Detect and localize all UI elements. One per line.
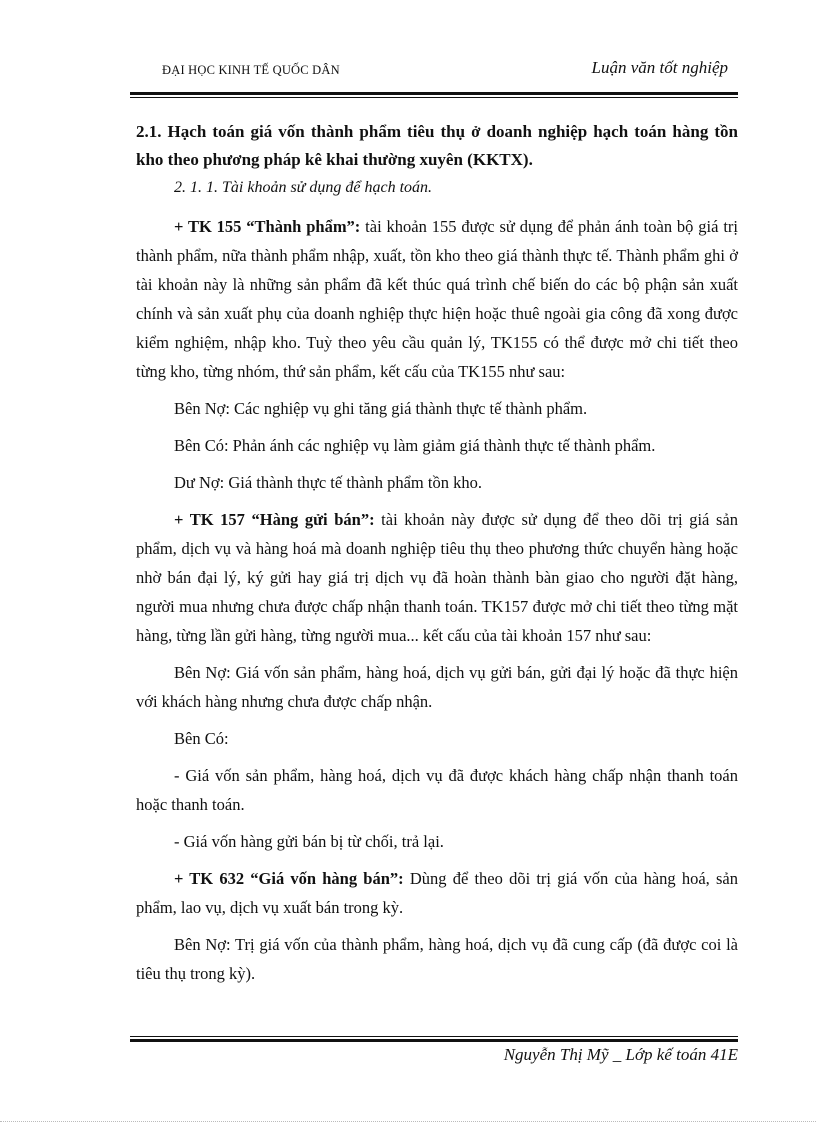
footer-rule-thin	[130, 1036, 738, 1037]
tk157-text: tài khoản này được sử dụng để theo dõi trị giá sản phẩm, dịch vụ và hàng hoá mà doanh nghiệp tiêu thụ theo phương thức chuyển hàng hoặc nhờ bán đại lý, ký gửi hay giá trị dịch vụ đã hoàn thành bàn giao cho người đặt hàng, người mua nhưng chưa được chấp nhận thanh toán. TK157 được mở chi tiết theo từng mặt hàng, từng lần gửi hàng, từng người mua... kết cấu của tài khoản 157 như sau:	[136, 510, 738, 645]
university-name: ĐẠI HỌC KINH TẾ QUỐC DÂN	[162, 63, 340, 77]
tk632-text: Dùng để theo dõi trị giá vốn của hàng hoá, sản phẩm, lao vụ, dịch vụ xuất bán trong kỳ.	[136, 869, 738, 917]
tk157-credit-item-1: - Giá vốn sản phẩm, hàng hoá, dịch vụ đã được khách hàng chấp nhận thanh toán hoặc thanh toán.	[136, 766, 738, 814]
tk157-credit-item-2: - Giá vốn hàng gửi bán bị từ chối, trả lại.	[174, 832, 444, 851]
tk157-debit: Bên Nợ: Giá vốn sản phẩm, hàng hoá, dịch vụ gửi bán, gửi đại lý hoặc đã thực hiện với khách hàng nhưng chưa được chấp nhận.	[136, 663, 738, 711]
document-type: Luận văn tốt nghiệp	[591, 58, 728, 77]
tk155-balance: Dư Nợ: Giá thành thực tế thành phẩm tồn kho.	[174, 473, 482, 492]
page-edge	[0, 1121, 816, 1122]
tk632-paragraph	[136, 864, 738, 922]
author-footer: Nguyễn Thị Mỹ _ Lớp kế toán 41E	[503, 1045, 738, 1064]
subsection-heading: 2. 1. 1. Tài khoản sử dụng để hạch toán.	[174, 179, 433, 196]
tk632-label: + TK 632 “Giá vốn hàng bán”:	[174, 869, 404, 888]
header-rule-thin	[130, 97, 738, 98]
header-rule-thick	[130, 92, 738, 95]
tk155-paragraph	[136, 212, 738, 386]
tk632-debit: Bên Nợ: Trị giá vốn của thành phẩm, hàng hoá, dịch vụ đã cung cấp (đã được coi là tiêu thụ trong kỳ).	[136, 935, 738, 983]
tk157-credit: Bên Có:	[174, 729, 229, 748]
page-header	[130, 58, 738, 86]
tk155-label: + TK 155 “Thành phẩm”:	[174, 217, 361, 236]
section-heading: 2.1. Hạch toán giá vốn thành phẩm tiêu thụ ở doanh nghiệp hạch toán hàng tồn kho theo phương pháp kê khai thường xuyên (KKTX).	[136, 122, 738, 169]
tk155-credit: Bên Có: Phản ánh các nghiệp vụ làm giảm giá thành thực tế thành phẩm.	[174, 436, 656, 455]
footer-rule-thick	[130, 1039, 738, 1042]
tk157-label: + TK 157 “Hàng gửi bán”:	[174, 510, 375, 529]
tk157-paragraph	[136, 505, 738, 650]
page-body	[136, 118, 738, 996]
tk155-debit: Bên Nợ: Các nghiệp vụ ghi tăng giá thành thực tế thành phẩm.	[174, 399, 588, 418]
tk155-text: tài khoản 155 được sử dụng để phản ánh toàn bộ giá trị thành phẩm, nữa thành phẩm nhập, xuất, tồn kho theo giá thành thực tế. Thành phẩm ghi ở tài khoản này là những sản phẩm đã kết thúc quá trình chế biến do các bộ phận sản xuất chính và sản xuất phụ của doanh nghiệp thực hiện hoặc thuê ngoài gia công đã xong được kiểm nghiệm, nhập kho. Tuỳ theo yêu cầu quản lý, TK155 có thể được mở chi tiết theo từng kho, từng nhóm, thứ sản phẩm, kết cấu của TK155 như sau:	[136, 217, 738, 381]
